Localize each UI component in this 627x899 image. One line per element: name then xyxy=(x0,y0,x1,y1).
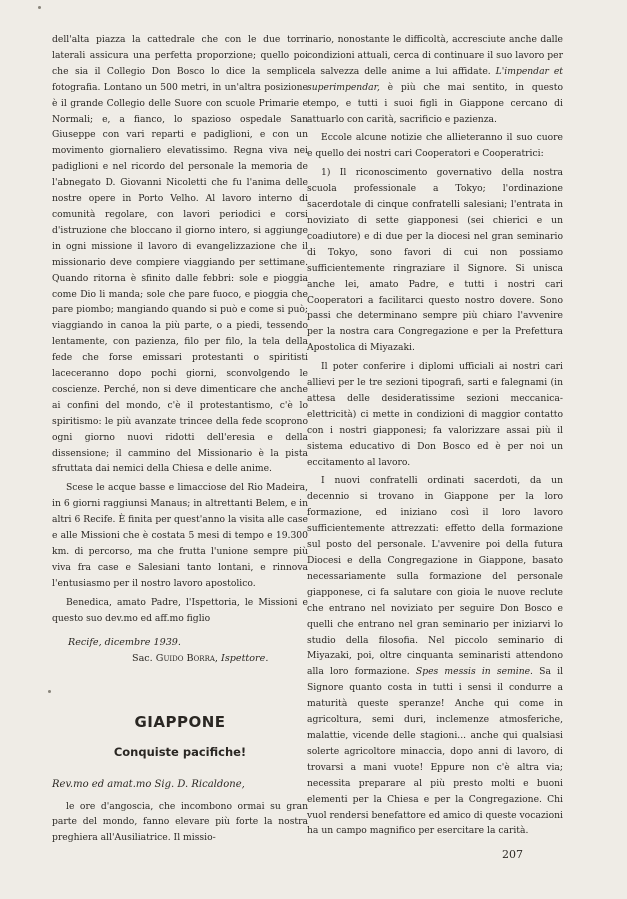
closing-paragraph: Benedica, amato Padre, l'Ispettoria, le Missioni e questo suo dev.mo ed aff.mo figlio xyxy=(52,596,308,624)
left-column xyxy=(52,32,308,849)
signature-prefix: Sac. xyxy=(132,652,153,664)
article-paragraph: 1) Il riconoscimento governativo della nostra scuola professionale a Tokyo; l'ordinazione sacerdotale di cinque confratelli salesiani; l'entrata in noviziato di sette giapponesi (sei chierici e un coadiutore) e di due per la diocesi nel gran seminario di Tokyo, sono favori di cui non possiamo sufficientemente ringraziare il Signore. Si unisca anche lei, amato Padre, e tutti i nostri cari Cooperatori a facilitarci questo nostro dovere. Sono passi che determinano sempre più chiaro l'avvenire per la nostra cara Congregazione e per la Prefettura Apostolica di Miyazaki. xyxy=(307,167,563,354)
print-speck xyxy=(38,6,41,9)
article-paragraph: Eccole alcune notizie che allieteranno il suo cuore e quello dei nostri cari Cooperatori e Cooperatrici: xyxy=(307,132,563,160)
signature-date: Recife, dicembre 1939. xyxy=(68,636,181,648)
signature-role: Ispettore. xyxy=(221,652,269,664)
page-number: 207 xyxy=(502,848,523,861)
print-speck xyxy=(48,690,51,693)
signature-name: Guido Borra xyxy=(155,652,215,664)
article-paragraph: Il poter conferire i diplomi ufficiali ai nostri cari allievi per le tre sezioni tipografi, sarti e falegnami (in attesa delle desideratissime sezioni meccanica-elettricità) ci mette in condizioni di maggior contatto con i nostri giapponesi; fa valorizzare assai più il sistema educativo di Don Bosco ed è per noi un eccitamento al lavoro. xyxy=(307,361,563,468)
article-paragraph: le ore d'angoscia, che incombono ormai su gran parte del mondo, fanno elevare più forte la nostra preghiera all'Ausiliatrice. Il missio- xyxy=(52,800,308,844)
article-paragraph: I nuovi confratelli ordinati sacerdoti, da un decennio si trovano in Giappone per la loro formazione, ed iniziano così il loro lavoro sufficientemente attrezzati: effetto della formazione sul posto del personale. L'avvenire poi della futura Diocesi e della Congregazione in Giappone, basato necessariamente sulla formazione del personale giapponese, ci fa salutare con gioia le nuove reclute che entrano nel noviziato per seguire Don Bosco e quelli che entrano nel gran seminario per iniziarvi lo studio della filosofia. Nel piccolo seminario di Miyazaki, poi, oltre cinquanta seminaristi attendono alla loro formazione. Spes messis in semine. Sa il Signore quanto costa in tutti i sensi il condurre a maturità queste speranze! Anche qui come in agricoltura, semi duri, inclemenze atmosferiche, malattie, vicende delle stagioni... anche qui qualsiasi solerte agricoltore minaccia, dopo anni di lavoro, di trovarsi a mani vuote! Eppure non c'è altra via; necessita preparare al più presto molti e buoni elementi per la Chiesa e per la Congregazione. Chi vuol rendersi benefattore ed amico di queste vocazioni ha un campo magnifico per esercitare la carità. xyxy=(307,475,564,837)
article-paragraph: nario, nonostante le difficoltà, accresciute anche dalle condizioni attuali, cerca di continuare il suo lavoro per la salvezza delle anime a lui affidate. L'impendar et superimpendar, è più che mai sentito, in questo tempo, e tutti i suoi figli in Giappone cercano di attuarlo con carità, sacrificio e pazienza. xyxy=(307,34,564,125)
article-paragraph: Scese le acque basse e limacciose del Rio Madeira, in 6 giorni raggiunsi Manaus; in altrettanti Belem, e in altri 6 Recife. È finita per quest'anno la visita alle case e alle Missioni che è costata 5 mesi di tempo e 19.300 km. di percorso, ma che frutta l'unione sempre più viva fra case e Salesiani tanto lontani, e rinnova l'entusiasmo per il nostro lavoro apostolico. xyxy=(52,482,308,589)
section-subtitle: Conquiste pacifiche! xyxy=(113,744,247,759)
section-title: GIAPPONE xyxy=(134,712,226,731)
letter-salutation: Rev.mo ed amat.mo Sig. D. Ricaldone, xyxy=(52,778,245,790)
signature: Sac. Guido Borra, Ispettore. xyxy=(132,652,269,664)
right-column xyxy=(307,32,563,842)
article-paragraph: dell'alta piazza la cattedrale che con le due torri laterali assicura una perfetta proporzione; quello poi che sia il Collegio Don Bosco lo dice la semplice fotografia. Lontano un 500 metri, in un'altra posizione è il grande Collegio delle Suore con scuole Primarie e Normali; e, a fianco, lo spazioso ospedale San Giuseppe con vari reparti e padiglioni, e con un movimento giornaliero elevatissimo. Regna viva nei padiglioni e nel ricordo del personale la memoria de l'abnegato D. Giovanni Nicoletti che fu l'anima delle nostre opere in Porto Velho. Al lavoro interno di comunità regolare, con lavori periodici e corsi d'istruzione che bloccano il giorno intero, si aggiunge in ogni missione il lavoro di evangelizzazione che il missionario deve compiere viaggiando per settimane. Quando ritorna è sfinito dalle febbri: sole e pioggia come Dio li manda; sole che pare fuoco, e pioggia che pare piombo; mangiando quando si può e come si può; viaggiando in canoa la più parte, o a piedi, tessendo lentamente, con pazienza, filo per filo, la tela della fede che forse emissari protestanti o spiritisti laceceranno dopo pochi giorni, sconvolgendo le coscienze. Perché, non si deve dimenticare che anche ai confini del mondo, c'è il protestantismo, c'è lo spiritismo: le più avanzate trincee della fede scoprono ogni giorno nuovi ridotti dell'eresia e della dissensione; il cammino del Missionario è la pista sfruttata dai nemici della Chiesa e delle anime. xyxy=(52,34,308,475)
